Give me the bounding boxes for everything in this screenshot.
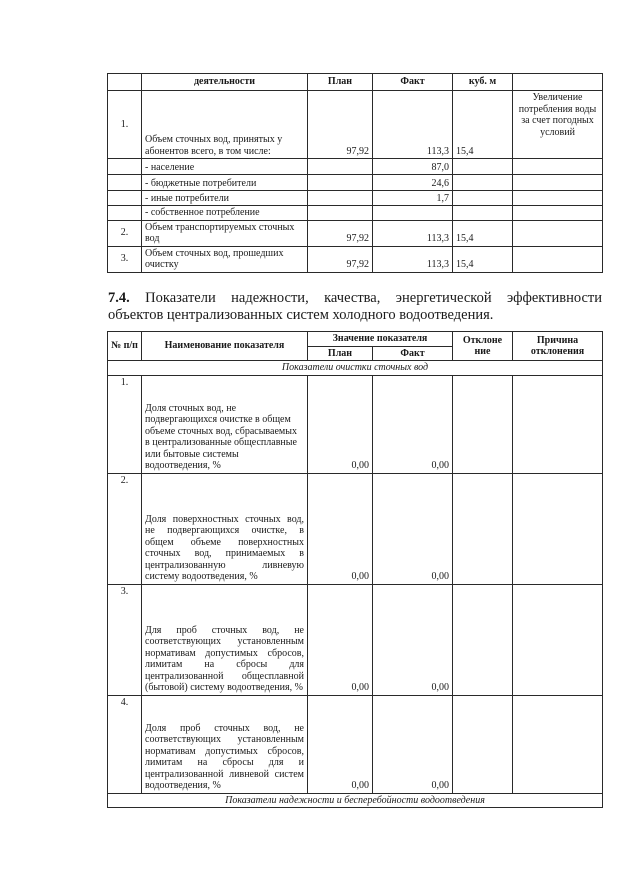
section-title-line2: объектов централизованных систем холодного водоотведения. [108,307,494,323]
row-plan: 0,00 [308,375,373,473]
row-name: - иные потребители [142,191,308,206]
header-cell-deviation: Отклоне ние [453,332,513,361]
header-cell-fact: Факт [373,74,453,91]
row-plan: 0,00 [308,473,373,584]
row-diff [453,159,513,175]
row-reason [513,584,603,695]
row-name: Доля поверхностных сточных вод, не подвергающихся очистке, в общем объеме поверхностных сточных вод, принимаемых в централизованную ливневую систему водоотведения, % [142,473,308,584]
group-title-cleaning: Показатели очистки сточных вод [108,361,603,376]
row-name: Объем транспортируемых сточных вод [142,220,308,246]
row-deviation [453,375,513,473]
header-cell-plan: План [308,346,373,361]
row-fact: 0,00 [373,473,453,584]
group-row [108,793,603,808]
row-fact: 113,3 [373,220,453,246]
header-cell-value-group: Значение показателя [308,332,453,347]
row-number: 3. [108,246,142,272]
row-reason: Увеличение потребления воды за счет погодных условий [513,91,603,159]
row-plan [308,175,373,191]
group-title-reliability: Показатели надежности и бесперебойности водоотведения [108,793,603,808]
reliability-indicators-table [107,331,603,808]
row-name: Доля сточных вод, не подвергающихся очистке в общем объеме сточных вод, сбрасываемых в централизованные общесплавные или бытовые системы водоотведения, % [142,375,308,473]
row-name: - собственное потребление [142,206,308,221]
row-fact: 113,3 [373,91,453,159]
row-number: 2. [108,220,142,246]
section-number: 7.4. [108,290,130,306]
row-reason [513,175,603,191]
table-header-row [108,332,603,347]
row-name: Доля проб сточных вод, не соответствующих установленным нормативам допустимых сбросов, лимитам на сбросы для и централизованной ливневой систем водоотведения, % [142,695,308,793]
row-diff [453,191,513,206]
table-row [108,206,603,221]
row-plan [308,159,373,175]
row-diff: 15,4 [453,91,513,159]
section-title-line1: Показатели надежности, качества, энергетической эффективности [145,290,602,306]
row-fact: 24,6 [373,175,453,191]
table-header-row [108,74,603,91]
row-fact: 1,7 [373,191,453,206]
row-plan: 97,92 [308,91,373,159]
table-row [108,473,603,584]
row-fact: 0,00 [373,375,453,473]
header-cell-reason: Причина отклонения [513,332,603,361]
row-number: 1. [108,375,142,473]
row-number [108,206,142,221]
section-heading [108,290,602,324]
row-deviation [453,473,513,584]
row-name: Для проб сточных вод, не соответствующих установленным нормативам допустимых сбросов, лимитам на сбросы для централизованной общесплавной (бытовой) систему водоотведения, % [142,584,308,695]
row-fact [373,206,453,221]
row-fact: 0,00 [373,695,453,793]
table-row [108,175,603,191]
wastewater-volume-table [107,73,603,273]
row-name: - бюджетные потребители [142,175,308,191]
row-deviation [453,584,513,695]
row-plan [308,191,373,206]
header-cell-fact: Факт [373,346,453,361]
row-reason [513,191,603,206]
row-reason [513,206,603,221]
row-name: - население [142,159,308,175]
row-reason [513,375,603,473]
row-reason [513,159,603,175]
header-cell-number: № п/п [108,332,142,361]
row-diff: 15,4 [453,220,513,246]
row-plan [308,206,373,221]
row-fact: 0,00 [373,584,453,695]
row-number: 3. [108,584,142,695]
row-diff [453,175,513,191]
table-row [108,91,603,159]
row-reason [513,473,603,584]
row-deviation [453,695,513,793]
row-number [108,175,142,191]
row-diff [453,206,513,221]
row-number: 4. [108,695,142,793]
row-plan: 97,92 [308,246,373,272]
table-row [108,584,603,695]
row-diff: 15,4 [453,246,513,272]
row-number: 2. [108,473,142,584]
table-row [108,246,603,272]
header-cell-empty [108,74,142,91]
header-cell-blank [513,74,603,91]
row-number [108,191,142,206]
row-reason [513,246,603,272]
table-row [108,220,603,246]
row-plan: 0,00 [308,695,373,793]
row-plan: 0,00 [308,584,373,695]
table-row [108,191,603,206]
row-fact: 113,3 [373,246,453,272]
table-row [108,375,603,473]
row-name: Объем сточных вод, прошедших очистку [142,246,308,272]
row-number [108,159,142,175]
header-cell-unit: куб. м [453,74,513,91]
group-row [108,361,603,376]
header-cell-indicator-name: Наименование показателя [142,332,308,361]
row-reason [513,220,603,246]
table-row [108,159,603,175]
row-name: Объем сточных вод, принятых у абонентов всего, в том числе: [142,91,308,159]
row-fact: 87,0 [373,159,453,175]
row-number: 1. [108,91,142,159]
header-cell-activity: деятельности [142,74,308,91]
table-row [108,695,603,793]
row-plan: 97,92 [308,220,373,246]
header-cell-plan: План [308,74,373,91]
row-reason [513,695,603,793]
